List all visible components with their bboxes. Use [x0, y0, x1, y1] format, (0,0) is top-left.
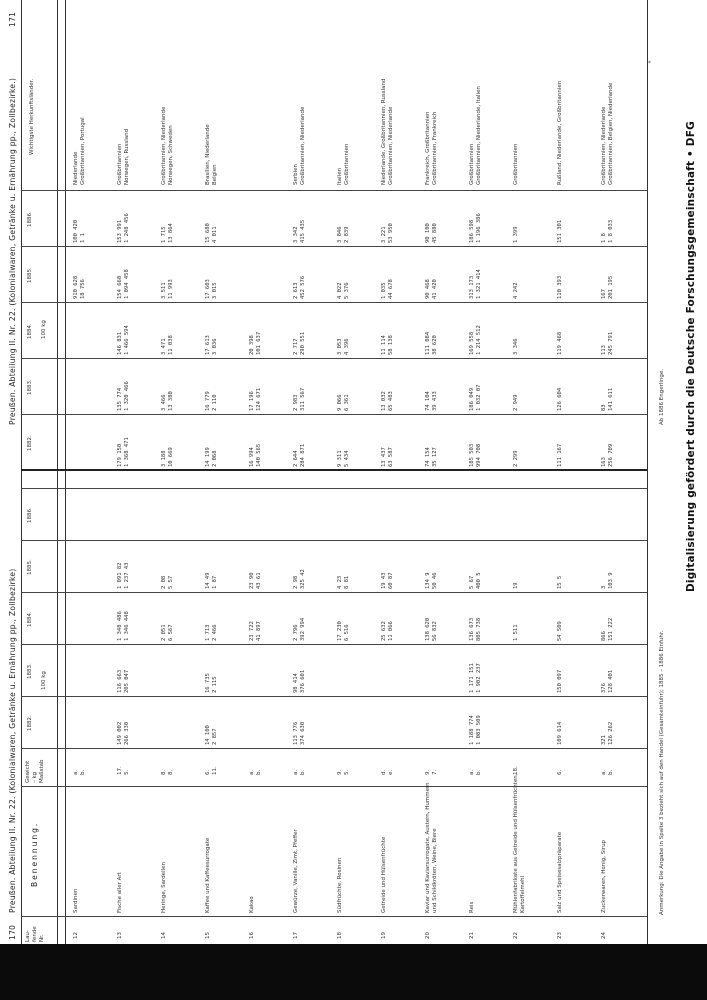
row-weight-code: a. b.: [469, 769, 482, 775]
year-header-right-4: 1886.: [27, 211, 33, 227]
cell-right-value: 90 100 45 880: [425, 223, 438, 243]
row-weight-code: d. e.: [381, 769, 394, 775]
cell-left-value: 2 051 6 567: [161, 624, 174, 641]
row-weight-code: 9. 7.: [425, 769, 438, 775]
cell-right-value: 2 299: [513, 450, 519, 467]
cell-right-value: 16 994 140 565: [249, 443, 262, 467]
cell-right-value: 17 196 124 671: [249, 387, 262, 411]
cell-right-value: 110 393: [557, 275, 563, 299]
cell-left-value: 138 620 56 832: [425, 617, 438, 641]
cell-right-value: 2 949: [513, 394, 519, 411]
cell-right-value: 111 167: [557, 443, 563, 467]
cell-right-value: 100 420 1 1: [73, 219, 86, 243]
cell-left-value: 116 663 205 047: [117, 669, 130, 693]
cell-left-value: 136 673 805 738: [469, 617, 482, 641]
cell-left-value: 1 188 774 1 083 509: [469, 715, 482, 745]
cell-left-value: 54 509: [557, 621, 563, 641]
row-countries: Frankreich, Großbritannien Großbritannien, Frankreich: [425, 111, 438, 185]
year-header-right-0: 1882.: [27, 435, 33, 451]
cell-right-value: 3 466 13 380: [161, 391, 174, 411]
row-countries: Großbritannien Großbritannien, Niederlande, Italien: [469, 86, 482, 185]
cell-right-value: 17 603 3 015: [205, 279, 218, 299]
cell-left-value: 14 49 1 87: [205, 572, 218, 589]
row-countries: Brasilien, Niederlande Belgien: [205, 124, 218, 185]
unit-right: 100 kg: [41, 320, 47, 339]
cell-right-value: 3 053 4 396: [337, 338, 350, 355]
cell-right-value: 1 8 1 8 033: [601, 219, 614, 243]
cell-right-value: 15 680 4 011: [205, 223, 218, 243]
row-label: Salz und Speisesalzpräparate: [557, 831, 563, 913]
cell-left-value: 98 414 376 601: [293, 669, 306, 693]
header-benennung: Benennung.: [30, 821, 39, 887]
cell-left-value: 2 796 392 994: [293, 617, 306, 641]
row-weight-code: 18.: [513, 766, 519, 775]
year-header-left-2: 1884.: [27, 611, 33, 627]
cell-left-value: 321 126 262: [601, 721, 614, 745]
cell-right-value: 90 468 41 420: [425, 279, 438, 299]
cell-left-value: 16 735 2 115: [205, 673, 218, 693]
cell-left-value: 25 632 11 066: [381, 621, 394, 641]
row-number: 20: [425, 932, 431, 939]
footnote-left: Anmerkung: Die Angabe in Spalte 3 bezieht sich auf den Handel (Gesamteinfuhr); 1885 – 1886 Einfuhr.: [659, 630, 665, 915]
cell-right-value: 3 221 53 950: [381, 223, 394, 243]
row-number: 16: [249, 932, 255, 939]
cell-right-value: 111 084 38 620: [425, 331, 438, 355]
row-label: Reis: [469, 901, 475, 913]
cell-right-value: 179 150 1 368 471: [117, 437, 130, 467]
cell-right-value: 146 831 1 466 594: [117, 325, 130, 355]
dfg-stamp-text: Digitalisierung gefördert durch die Deutsche Forschungsgemeinschaft • DFG: [685, 121, 697, 592]
row-label: Getreide und Hülsenfrüchte: [381, 836, 387, 913]
header-gewicht: Gewicht – kg Maßstab: [25, 759, 45, 783]
row-countries: Großbritannien, Niederlande Norwegen, Schweden: [161, 106, 174, 185]
cell-right-value: 4 242: [513, 282, 519, 299]
cell-left-value: 19: [513, 582, 519, 589]
row-weight-code: a. b.: [249, 769, 262, 775]
cell-left-value: 1 511: [513, 624, 519, 641]
page-number-left: 170: [8, 924, 17, 940]
row-number: 13: [117, 932, 123, 939]
footnote-right: Ab 1886 Engerlinge.: [659, 368, 665, 425]
row-weight-code: 6. 11.: [205, 766, 218, 775]
cell-left-value: 2 98 325 42: [293, 569, 306, 589]
right-page-header: Preußen. Abteilung II. Nr. 22. (Kolonialwaren, Getränke u. Ernährung pp., Zollbezirke.): [8, 77, 17, 425]
cell-right-value: 2 983 311 567: [293, 387, 306, 411]
row-label: Gewürze, Vanille, Zimt, Pfeffer: [293, 829, 299, 913]
row-label: Heringe, Sardellen: [161, 862, 167, 913]
cell-left-value: 866 151 222: [601, 617, 614, 641]
cell-right-value: 9 066 6 361: [337, 394, 350, 411]
year-header-left-4: 1886.: [27, 507, 33, 523]
row-label: Fische aller Art: [117, 872, 123, 913]
rotated-table-sheet: [7, 0, 694, 945]
year-header-left-1: 1883.: [27, 663, 33, 679]
cell-right-value: 13 032 65 483: [381, 391, 394, 411]
cell-right-value: 9 311 5 434: [337, 450, 350, 467]
cell-right-value: 186 598 1 196 386: [469, 213, 482, 243]
year-header-left-0: 1882.: [27, 715, 33, 731]
row-weight-code: a. b.: [601, 769, 614, 775]
cell-right-value: 20 398 101 637: [249, 331, 262, 355]
row-label: Mühlenfabrikate aus Getreide und Hülsenfrüchten, Kartoffelmehl: [513, 773, 526, 913]
row-countries: Niederlande Großbritannien, Portugal: [73, 117, 86, 185]
cell-right-value: 153 991 1 248 456: [117, 213, 130, 243]
cell-right-value: 2 644 284 871: [293, 443, 306, 467]
cell-left-value: 17 230 6 516: [337, 621, 350, 641]
cell-right-value: 3 342 415 435: [293, 219, 306, 243]
margin-mark: *: [648, 60, 651, 67]
cell-right-value: 74 154 35 127: [425, 447, 438, 467]
cell-left-value: 1 713 2 466: [205, 624, 218, 641]
cell-right-value: 3 511 11 993: [161, 279, 174, 299]
header-lfd: Lau- fende Nr.: [25, 926, 45, 942]
cell-right-value: 3 346: [513, 338, 519, 355]
cell-left-value: 14 100 2 857: [205, 725, 218, 745]
row-weight-code: a. b.: [73, 769, 86, 775]
row-countries: Serbien Großbritannien, Niederlande: [293, 106, 306, 185]
cell-left-value: 134 9 50 46: [425, 572, 438, 589]
cell-right-value: 2 613 452 576: [293, 275, 306, 299]
cell-right-value: 151 301: [557, 219, 563, 243]
cell-left-value: 5 67 400 5: [469, 572, 482, 589]
cell-right-value: 2 717 290 551: [293, 331, 306, 355]
cell-right-value: 186 049 1 032 07: [469, 384, 482, 411]
row-number: 12: [73, 932, 79, 939]
cell-right-value: 4 022 5 376: [337, 282, 350, 299]
row-label: Kakao: [249, 896, 255, 913]
cell-left-value: 113 776 374 630: [293, 721, 306, 745]
cell-right-value: 154 660 1 094 458: [117, 269, 130, 299]
cell-right-value: 83 141 611: [601, 387, 614, 411]
cell-right-value: 126 604: [557, 387, 563, 411]
cell-left-value: 2 08 5 57: [161, 575, 174, 589]
cell-left-value: 23 90 43 61: [249, 572, 262, 589]
row-countries: Niederlande, Großbritannien, Russland Großbritannien, Niederlande: [381, 78, 394, 185]
cell-right-value: 3 471 11 038: [161, 335, 174, 355]
row-countries: Großbritannien, Niederlande Großbritannien, Belgien, Niederlande: [601, 82, 614, 185]
page-number-right: 171: [8, 11, 17, 27]
cell-right-value: 11 114 58 138: [381, 335, 394, 355]
row-weight-code: 17. 5.: [117, 766, 130, 775]
year-header-right-3: 1885.: [27, 267, 33, 283]
cell-left-value: 376 128 401: [601, 669, 614, 693]
cell-left-value: 15 5: [557, 575, 563, 589]
cell-right-value: 169 558 1 214 512: [469, 325, 482, 355]
row-label: Sardinen: [73, 888, 79, 913]
row-number: 24: [601, 932, 607, 939]
row-countries: Großbritannien Norwegen, Russland: [117, 128, 130, 185]
row-countries: Italien Großbritannien: [337, 143, 350, 185]
cell-right-value: 3 188 10 669: [161, 447, 174, 467]
cell-left-value: 4 23 8 81: [337, 575, 350, 589]
cell-right-value: 185 503 994 708: [469, 443, 482, 467]
cell-left-value: 23 722 41 897: [249, 621, 262, 641]
row-number: 18: [337, 932, 343, 939]
cell-right-value: 14 199 2 068: [205, 447, 218, 467]
unit-left: 100 kg: [41, 671, 47, 690]
row-weight-code: a. b.: [293, 769, 306, 775]
cell-left-value: 149 002 266 330: [117, 721, 130, 745]
cell-right-value: 17 613 3 036: [205, 335, 218, 355]
year-header-left-3: 1885.: [27, 559, 33, 575]
row-number: 15: [205, 932, 211, 939]
cell-right-value: 1 715 13 864: [161, 223, 174, 243]
cell-right-value: 163 256 709: [601, 443, 614, 467]
year-header-right-1: 1883.: [27, 379, 33, 395]
row-number: 21: [469, 932, 475, 939]
row-label: Südfrüchte, Rosinen: [337, 857, 343, 913]
row-label: Kaffee und Kaffeesurrogate: [205, 837, 211, 913]
scan-footer-bar: [0, 944, 707, 1000]
cell-right-value: 119 468: [557, 331, 563, 355]
cell-right-value: 313 173 1 321 414: [469, 269, 482, 299]
header-herkunft: Wichtigste Herkunftsländer.: [29, 78, 35, 155]
row-number: 17: [293, 932, 299, 939]
dfg-stamp: [683, 0, 707, 600]
row-label: Zuckerwaren, Honig, Sirup: [601, 839, 607, 913]
cell-left-value: 109 614: [557, 721, 563, 745]
cell-right-value: 3 846 2 839: [337, 226, 350, 243]
cell-right-value: 113 245 791: [601, 331, 614, 355]
cell-left-value: 1 171 151 1 902 237: [469, 663, 482, 693]
row-label: Kaviar und Kaviarsurrogate, Austern, Hummern und Schildkröten, Weine, Biere: [425, 782, 438, 913]
cell-left-value: 150 097: [557, 669, 563, 693]
cell-right-value: 16 779 2 110: [205, 391, 218, 411]
cell-left-value: 3 103 9: [601, 572, 614, 589]
row-number: 22: [513, 932, 519, 939]
cell-left-value: 1 348 486 1 346 448: [117, 611, 130, 641]
cell-right-value: 13 437 63 587: [381, 447, 394, 467]
cell-right-value: 167 201 195: [601, 275, 614, 299]
row-number: 19: [381, 932, 387, 939]
cell-left-value: 1 091 82 1 237 43: [117, 562, 130, 589]
year-header-right-2: 1884.: [27, 323, 33, 339]
cell-right-value: 1 035 44 678: [381, 279, 394, 299]
cell-right-value: 135 774 1 320 466: [117, 381, 130, 411]
cell-left-value: 19 43 60 87: [381, 572, 394, 589]
row-number: 23: [557, 932, 563, 939]
row-weight-code: 8. 8.: [161, 769, 174, 775]
cell-right-value: 1 399: [513, 226, 519, 243]
left-page-header: Preußen. Abteilung II. Nr. 22. (Kolonialwaren, Getränke u. Ernährung pp., Zollbezirke): [8, 568, 17, 913]
cell-right-value: 74 104 39 433: [425, 391, 438, 411]
cell-right-value: 910 628 18 756: [73, 275, 86, 299]
row-number: 14: [161, 932, 167, 939]
row-weight-code: 9. 5.: [337, 769, 350, 775]
row-weight-code: 6.: [557, 769, 563, 775]
row-countries: Rußland, Niederlande, Großbritannien: [557, 80, 563, 185]
row-countries: Großbritannien: [513, 143, 519, 185]
